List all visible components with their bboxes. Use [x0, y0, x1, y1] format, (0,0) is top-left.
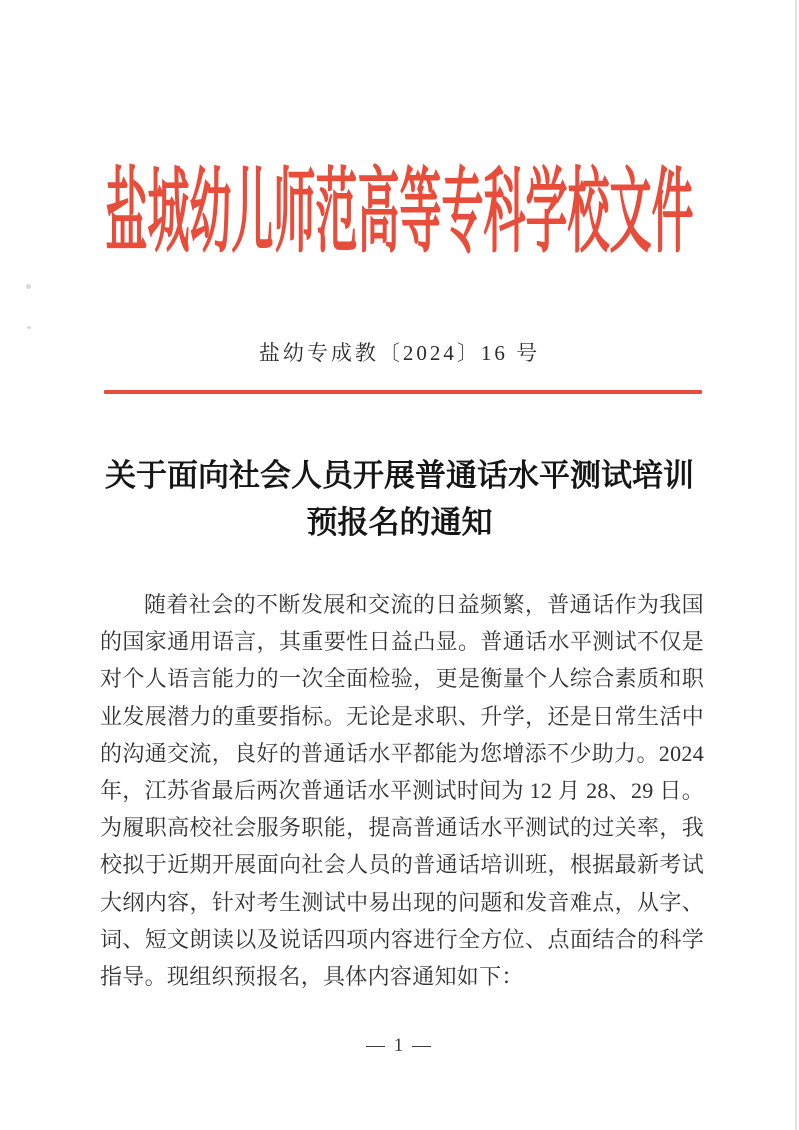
- notice-title: [0, 452, 799, 546]
- red-divider-line: [104, 390, 702, 394]
- scan-edge-shadow: [795, 0, 797, 1130]
- letterhead-org-title: 盐城幼儿师范高等专科学校文件: [105, 164, 694, 266]
- notice-body-paragraph: 随着社会的不断发展和交流的日益频繁，普通话作为我国的国家通用语言，其重要性日益凸显。普通话水平测试不仅是对个人语言能力的一次全面检验，更是衡量个人综合素质和职业发展潜力的重要指标。无论是求职、升学，还是日常生活中的沟通交流，良好的普通话水平都能为您增添不少助力。2024 年，江苏省最后两次普通话水平测试时间为 12 月 28、29 日。为履职高校社会服务职能，提高普通话水平测试的过关率，我校拟于近期开展面向社会人员的普通话培训班，根据最新考试大纲内容，针对考生测试中易出现的问题和发音难点，从字、词、短文朗读以及说话四项内容进行全方位、点面结合的科学指导。现组织预报名，具体内容通知如下：: [100, 592, 704, 990]
- notice-title-line1: 关于面向社会人员开展普通话水平测试培训: [105, 458, 694, 493]
- page-number: — 1 —: [366, 1035, 433, 1056]
- notice-title-line2: 预报名的通知: [306, 505, 493, 540]
- document-number: 盐幼专成教〔2024〕16 号: [258, 341, 541, 365]
- scan-speck: [27, 326, 31, 329]
- scan-speck: [26, 284, 31, 289]
